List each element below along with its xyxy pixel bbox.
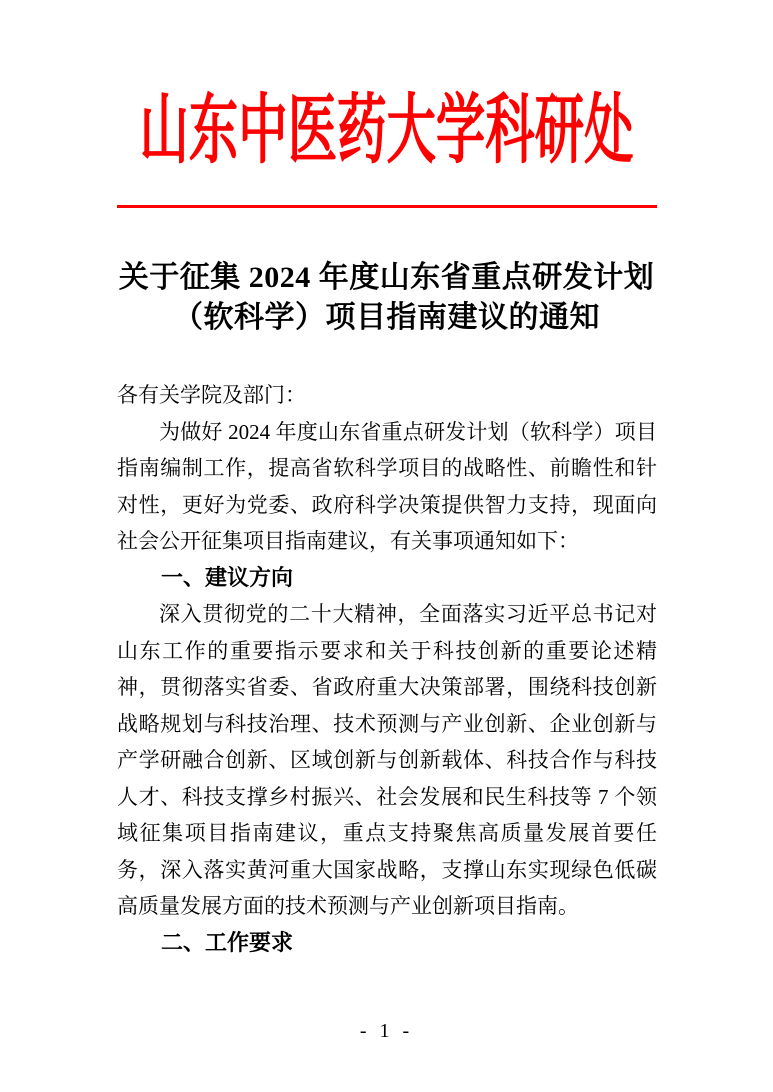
document-body: [117, 377, 657, 961]
document-title-line1: 关于征集 2024 年度山东省重点研发计划: [118, 261, 655, 294]
letterhead: [0, 0, 773, 208]
letterhead-org-name: 山东中医药大学科研处: [139, 89, 634, 173]
section-heading-1: 一、建议方向: [161, 564, 294, 590]
page-number: - 1 -: [359, 1020, 414, 1042]
intro-paragraph: 为做好 2024 年度山东省重点研发计划（软科学）项目指南编制工作，提高省软科学项目的战略性、前瞻性和针对性，更好为党委、政府科学决策提供智力支持，现面向社会公开征集项目指南建议，有关事项通知如下：: [117, 419, 657, 553]
document-title: [60, 258, 713, 338]
section1-paragraph: 深入贯彻党的二十大精神，全面落实习近平总书记对山东工作的重要指示要求和关于科技创新的重要论述精神，贯彻落实省委、省政府重大决策部署，围绕科技创新战略规划与科技治理、技术预测与产业创新、企业创新与产学研融合创新、区域创新与创新载体、科技合作与科技人才、科技支撑乡村振兴、社会发展和民生科技等 7 个领域征集项目指南建议，重点支持聚焦高质量发展首要任务，深入落实黄河重大国家战略，支撑山东实现绿色低碳高质量发展方面的技术预测与产业创新项目指南。: [117, 602, 657, 918]
section-heading-2: 二、工作要求: [161, 929, 294, 955]
document-title-line2: （软科学）项目指南建议的通知: [173, 301, 600, 334]
salutation: 各有关学院及部门：: [117, 383, 306, 407]
letterhead-divider-line: [117, 205, 657, 208]
